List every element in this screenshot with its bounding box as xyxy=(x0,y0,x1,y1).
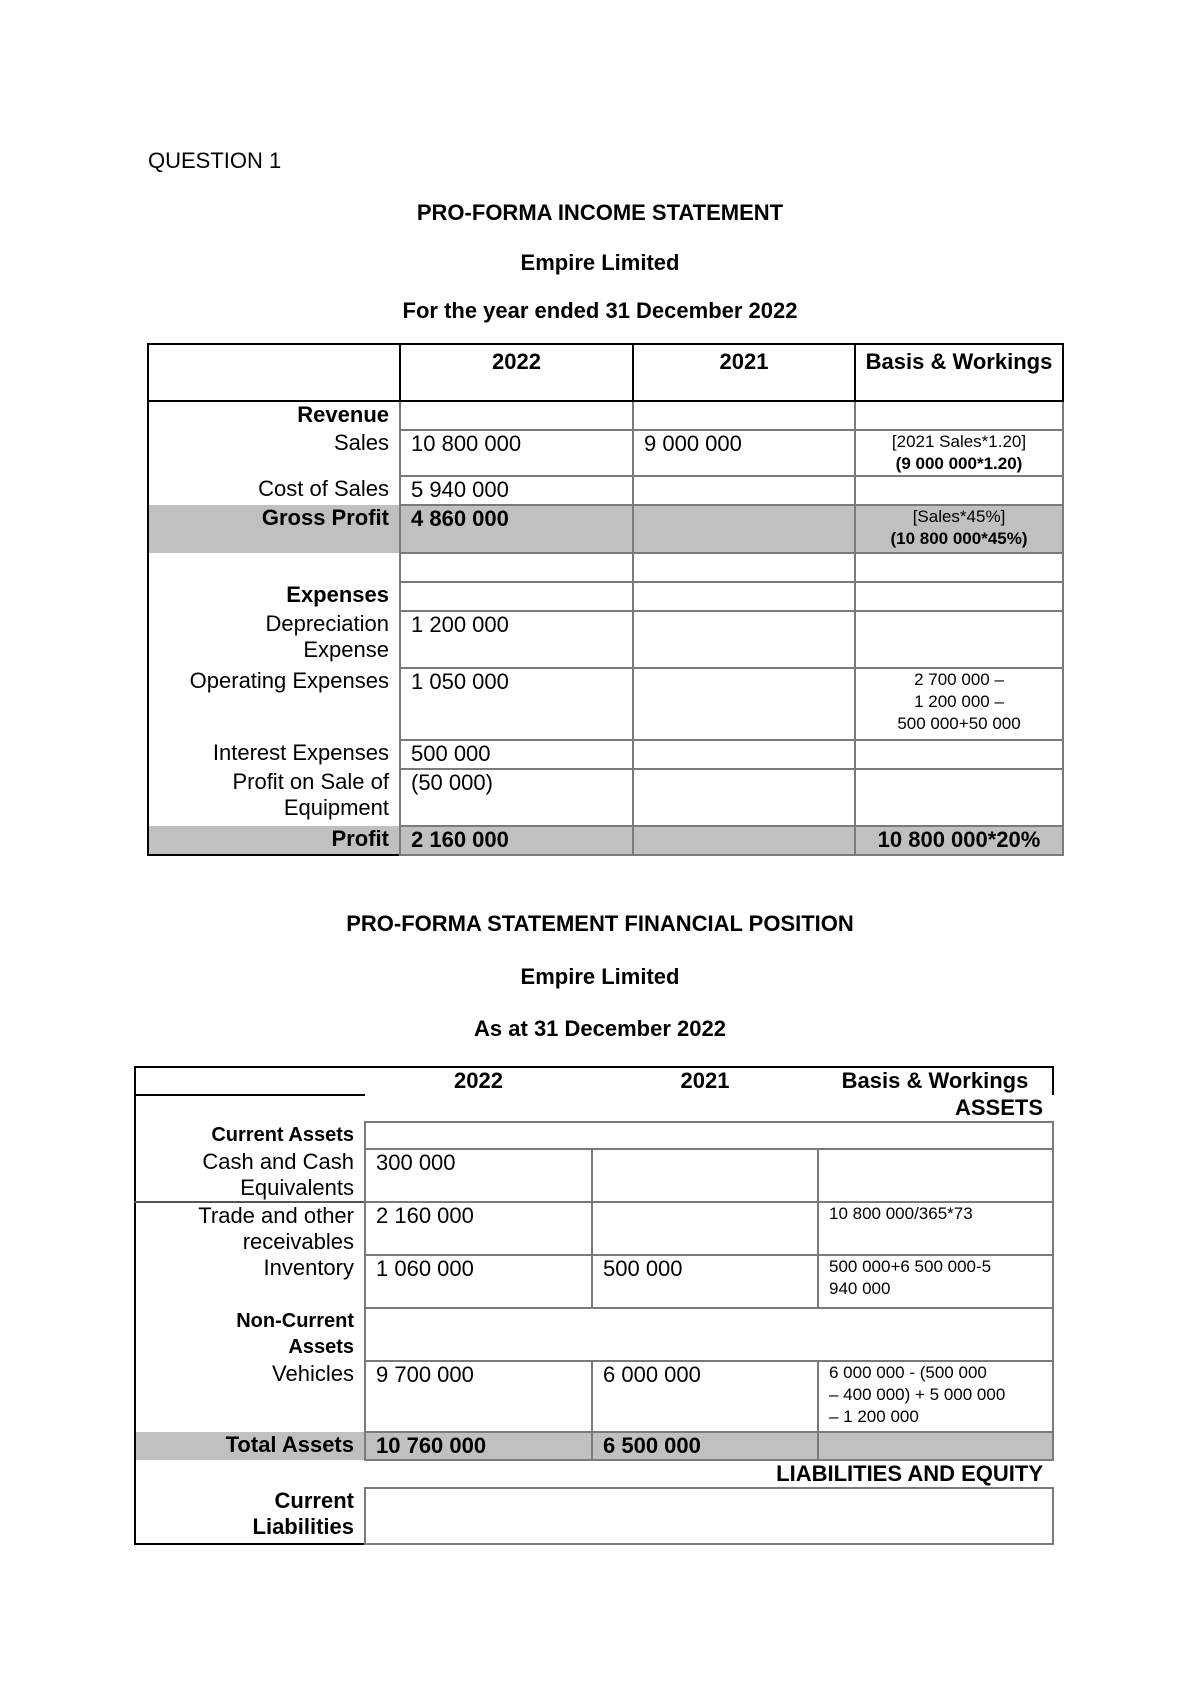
fp-period: As at 31 December 2022 xyxy=(474,1016,726,1041)
receivables-label-line2: receivables xyxy=(242,1229,354,1254)
op-basis-line1: 2 700 000 – xyxy=(914,670,1004,689)
inv-basis-line1: 500 000+6 500 000-5 xyxy=(829,1257,992,1276)
fp-header-2022: 2022 xyxy=(454,1068,503,1093)
profit-sale-label-line2: Equipment xyxy=(283,795,389,820)
receivables-label xyxy=(135,1202,365,1255)
cl-line2: Liabilities xyxy=(252,1514,354,1539)
cell xyxy=(633,476,855,505)
fp-header-2021: 2021 xyxy=(680,1068,730,1093)
inv-basis-line2: 940 000 xyxy=(829,1279,891,1298)
operating-2022: 1 050 000 xyxy=(400,668,633,740)
sales-2021: 9 000 000 xyxy=(633,430,855,476)
cell xyxy=(592,1202,818,1255)
vehicles-label: Vehicles xyxy=(272,1361,354,1386)
sales-basis-line1: [2021 Sales*1.20] xyxy=(891,432,1027,451)
receivables-basis: 10 800 000/365*73 xyxy=(818,1202,1053,1255)
vehicles-basis xyxy=(818,1361,1053,1432)
income-statement-table xyxy=(147,343,1064,856)
row-sales-label: Sales xyxy=(333,430,389,455)
op-basis-line3: 500 000+50 000 xyxy=(897,714,1021,733)
non-current-line2: Assets xyxy=(288,1336,354,1358)
cell xyxy=(855,582,1063,611)
assets-heading: ASSETS xyxy=(954,1095,1043,1120)
gross-profit-basis xyxy=(855,505,1063,553)
cell xyxy=(633,582,855,611)
row-profit-sale-label xyxy=(148,769,400,826)
sales-2022: 10 800 000 xyxy=(400,430,633,476)
gp-basis-line2: (10 800 000*45%) xyxy=(890,529,1028,548)
liabilities-heading: LIABILITIES AND EQUITY xyxy=(776,1461,1043,1486)
cell xyxy=(400,582,633,611)
cell xyxy=(365,1122,1053,1149)
gp-basis-line1: [Sales*45%] xyxy=(912,507,1006,526)
income-statement-period: For the year ended 31 December 2022 xyxy=(402,298,798,323)
row-profit-label: Profit xyxy=(148,826,400,855)
cell xyxy=(633,826,855,855)
cell xyxy=(818,1149,1053,1202)
row-expenses-label: Expenses xyxy=(286,582,389,607)
vehicles-2021: 6 000 000 xyxy=(592,1361,818,1432)
profit-basis: 10 800 000*20% xyxy=(855,826,1063,855)
veh-basis-line3: – 1 200 000 xyxy=(829,1407,919,1426)
profit-sale-label-line1: Profit on Sale of xyxy=(232,769,389,794)
question-label: QUESTION 1 xyxy=(148,148,282,173)
cell xyxy=(135,1460,365,1488)
depreciation-label-line2: Expense xyxy=(303,637,389,662)
income-statement-title: PRO-FORMA INCOME STATEMENT xyxy=(416,200,784,225)
fp-title: PRO-FORMA STATEMENT FINANCIAL POSITION xyxy=(346,911,854,936)
total-assets-label: Total Assets xyxy=(135,1432,365,1460)
sales-basis-line2: (9 000 000*1.20) xyxy=(895,454,1023,473)
row-operating-label: Operating Expenses xyxy=(189,668,389,693)
cell xyxy=(400,401,633,430)
cell xyxy=(592,1149,818,1202)
cl-line1: Current xyxy=(274,1488,354,1513)
cell xyxy=(855,611,1063,668)
cell xyxy=(633,668,855,740)
cell xyxy=(855,769,1063,826)
operating-basis xyxy=(855,668,1063,740)
inventory-2021: 500 000 xyxy=(592,1255,818,1308)
cash-label-line1: Cash and Cash xyxy=(202,1149,354,1174)
veh-basis-line1: 6 000 000 - (500 000 xyxy=(829,1363,987,1382)
cell xyxy=(633,611,855,668)
cos-2022: 5 940 000 xyxy=(400,476,633,505)
cell xyxy=(855,553,1063,582)
cell xyxy=(633,769,855,826)
cell xyxy=(135,1067,365,1095)
current-liabilities-label xyxy=(135,1488,365,1544)
row-depreciation-label xyxy=(148,611,400,668)
gross-profit-2022: 4 860 000 xyxy=(400,505,633,553)
cell xyxy=(365,1488,1053,1544)
cell xyxy=(633,505,855,553)
cell xyxy=(818,1432,1053,1460)
cell xyxy=(855,740,1063,769)
cell xyxy=(633,740,855,769)
profit-2022: 2 160 000 xyxy=(400,826,633,855)
non-current-line1: Non-Current xyxy=(236,1310,354,1332)
header-2021: 2021 xyxy=(633,344,855,401)
row-interest-label: Interest Expenses xyxy=(212,740,389,765)
depreciation-label-line1: Depreciation xyxy=(265,611,389,636)
fp-company: Empire Limited xyxy=(520,964,680,989)
row-cos-label: Cost of Sales xyxy=(258,476,389,501)
cell xyxy=(855,401,1063,430)
inventory-basis xyxy=(818,1255,1053,1308)
total-assets-2022: 10 760 000 xyxy=(365,1432,592,1460)
depreciation-2022: 1 200 000 xyxy=(400,611,633,668)
cash-2022: 300 000 xyxy=(365,1149,592,1202)
fp-header-basis: Basis & Workings xyxy=(818,1067,1053,1095)
inventory-label: Inventory xyxy=(263,1255,354,1280)
sales-basis xyxy=(855,430,1063,476)
header-2022: 2022 xyxy=(400,344,633,401)
cell xyxy=(633,553,855,582)
row-revenue-label: Revenue xyxy=(297,402,389,427)
row-gross-profit-label: Gross Profit xyxy=(148,505,400,553)
receivables-label-line1: Trade and other xyxy=(198,1203,354,1228)
veh-basis-line2: – 400 000) + 5 000 000 xyxy=(829,1385,1006,1404)
inventory-2022: 1 060 000 xyxy=(365,1255,592,1308)
cell xyxy=(135,1095,365,1122)
financial-position-table xyxy=(134,1066,1054,1545)
cell xyxy=(633,401,855,430)
income-statement-company: Empire Limited xyxy=(520,250,680,275)
cell xyxy=(855,476,1063,505)
interest-2022: 500 000 xyxy=(400,740,633,769)
total-assets-2021: 6 500 000 xyxy=(592,1432,818,1460)
non-current-label xyxy=(135,1308,365,1361)
cell xyxy=(365,1308,1053,1361)
current-assets-label: Current Assets xyxy=(211,1124,354,1146)
header-basis: Basis & Workings xyxy=(855,344,1063,401)
receivables-2022: 2 160 000 xyxy=(365,1202,592,1255)
header-blank xyxy=(148,344,400,401)
cell xyxy=(148,553,400,582)
cash-label xyxy=(135,1149,365,1202)
vehicles-2022: 9 700 000 xyxy=(365,1361,592,1432)
op-basis-line2: 1 200 000 – xyxy=(914,692,1004,711)
profit-sale-2022: (50 000) xyxy=(400,769,633,826)
cash-label-line2: Equivalents xyxy=(240,1175,354,1200)
cell xyxy=(400,553,633,582)
